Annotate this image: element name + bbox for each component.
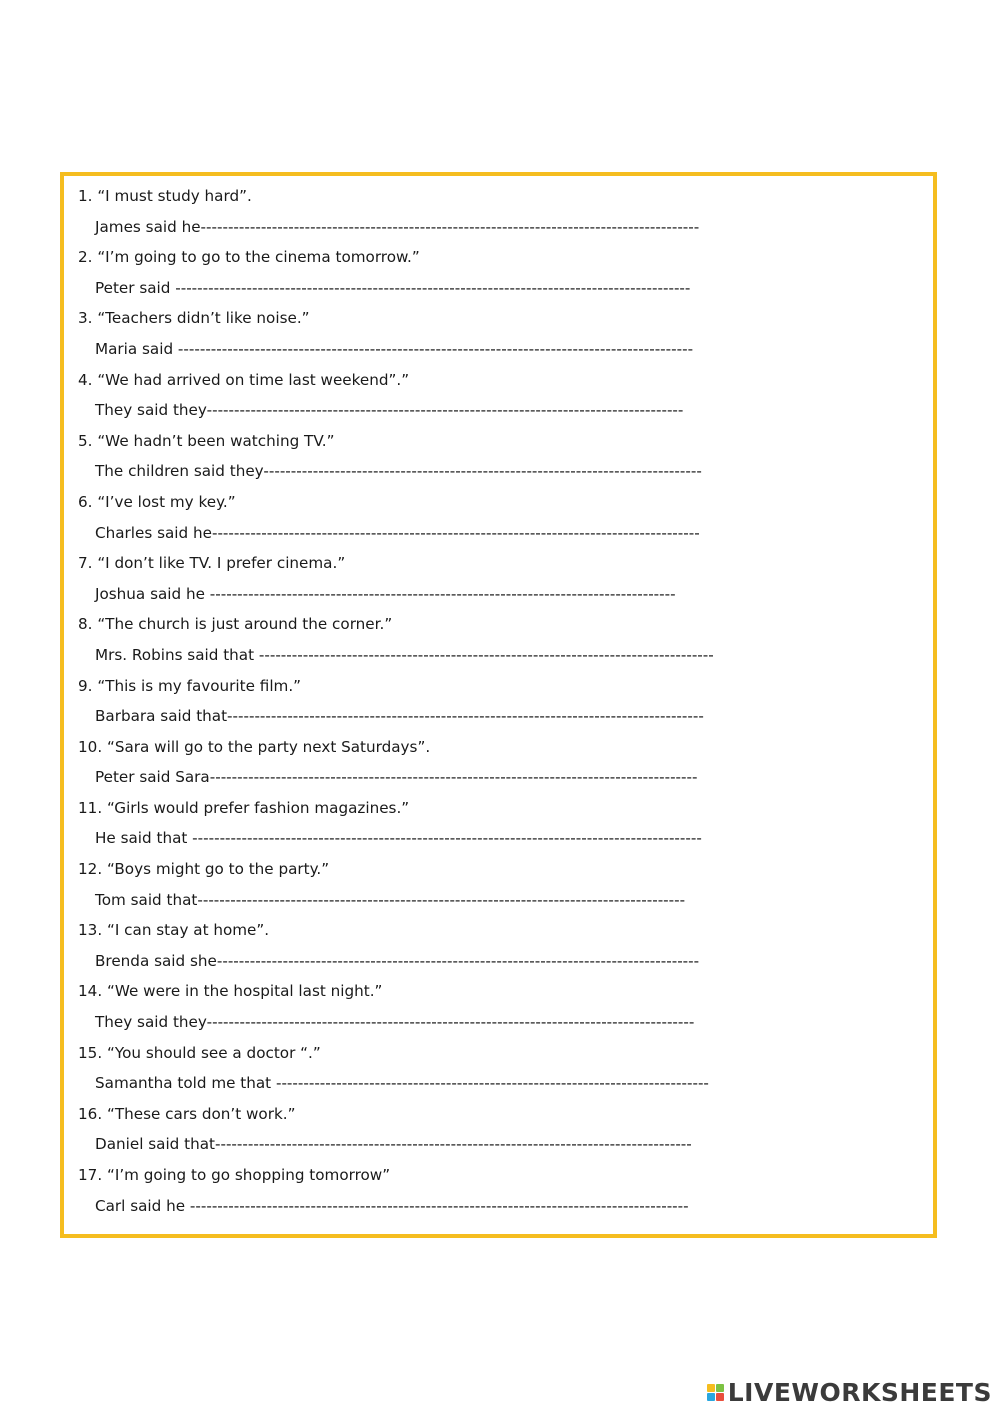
exercise-item: [78, 426, 923, 487]
exercise-item: [78, 976, 923, 1037]
direct-speech-prompt: 8. “The church is just around the corner.”: [78, 615, 393, 634]
exercise-item: [78, 242, 923, 303]
reported-speech-answer-line[interactable]: Barbara said that---------------------------------------------------------------------------------------: [95, 707, 704, 726]
exercise-item: [78, 1099, 923, 1160]
liveworksheets-logo-icon: [707, 1384, 724, 1401]
exercise-item: [78, 303, 923, 364]
reported-speech-answer-line[interactable]: James said he-------------------------------------------------------------------------------------------: [95, 217, 700, 236]
exercise-item: [78, 487, 923, 548]
reported-speech-answer-line[interactable]: They said they-----------------------------------------------------------------------------------------: [95, 1013, 695, 1032]
direct-speech-prompt: 11. “Girls would prefer fashion magazines.”: [78, 798, 410, 817]
exercise-item: [78, 793, 923, 854]
direct-speech-prompt: 15. “You should see a doctor “.”: [78, 1043, 321, 1062]
reported-speech-answer-line[interactable]: Peter said ----------------------------------------------------------------------------------------------: [95, 278, 691, 297]
exercise-list: [78, 181, 923, 1221]
direct-speech-prompt: 4. “We had arrived on time last weekend”.”: [78, 370, 410, 389]
exercise-item: [78, 671, 923, 732]
direct-speech-prompt: 9. “This is my favourite film.”: [78, 676, 302, 695]
exercise-item: [78, 1038, 923, 1099]
exercise-item: [78, 609, 923, 670]
reported-speech-answer-line[interactable]: The children said they--------------------------------------------------------------------------------: [95, 462, 702, 481]
reported-speech-answer-line[interactable]: Mrs. Robins said that -----------------------------------------------------------------------------------: [95, 645, 714, 664]
reported-speech-answer-line[interactable]: Brenda said she----------------------------------------------------------------------------------------: [95, 951, 700, 970]
reported-speech-answer-line[interactable]: Daniel said that---------------------------------------------------------------------------------------: [95, 1135, 692, 1154]
reported-speech-answer-line[interactable]: Charles said he-----------------------------------------------------------------------------------------: [95, 523, 700, 542]
direct-speech-prompt: 12. “Boys might go to the party.”: [78, 860, 330, 879]
direct-speech-prompt: 3. “Teachers didn’t like noise.”: [78, 309, 310, 328]
brand-wordmark: LIVEWORKSHEETS: [727, 1377, 992, 1407]
direct-speech-prompt: 7. “I don’t like TV. I prefer cinema.”: [78, 554, 346, 573]
exercise-item: [78, 365, 923, 426]
direct-speech-prompt: 10. “Sara will go to the party next Saturdays”.: [78, 737, 431, 756]
exercise-item: [78, 854, 923, 915]
exercise-item: [78, 1160, 923, 1221]
direct-speech-prompt: 1. “I must study hard”.: [78, 187, 252, 205]
direct-speech-prompt: 17. “I’m going to go shopping tomorrow”: [78, 1166, 391, 1184]
reported-speech-answer-line[interactable]: Tom said that-----------------------------------------------------------------------------------------: [95, 890, 686, 909]
direct-speech-prompt: 14. “We were in the hospital last night.”: [78, 982, 383, 1001]
direct-speech-prompt: 5. “We hadn’t been watching TV.”: [78, 431, 335, 450]
reported-speech-answer-line[interactable]: Maria said ----------------------------------------------------------------------------------------------: [95, 339, 694, 358]
direct-speech-prompt: 13. “I can stay at home”.: [78, 921, 270, 940]
exercise-item: [78, 732, 923, 793]
worksheet-frame: [60, 172, 937, 1238]
direct-speech-prompt: 2. “I’m going to go to the cinema tomorrow.”: [78, 248, 420, 267]
reported-speech-answer-line[interactable]: Peter said Sara-----------------------------------------------------------------------------------------: [95, 768, 698, 787]
exercise-item: [78, 181, 923, 242]
exercise-item: [78, 548, 923, 609]
reported-speech-answer-line[interactable]: He said that ---------------------------------------------------------------------------------------------: [95, 829, 702, 848]
reported-speech-answer-line[interactable]: Samantha told me that -------------------------------------------------------------------------------: [95, 1074, 709, 1093]
reported-speech-answer-line[interactable]: They said they---------------------------------------------------------------------------------------: [95, 401, 684, 420]
direct-speech-prompt: 6. “I’ve lost my key.”: [78, 492, 236, 511]
reported-speech-answer-line[interactable]: Carl said he -------------------------------------------------------------------------------------------: [95, 1196, 689, 1215]
direct-speech-prompt: 16. “These cars don’t work.”: [78, 1104, 296, 1123]
exercise-item: [78, 915, 923, 976]
liveworksheets-brand[interactable]: [707, 1377, 992, 1407]
reported-speech-answer-line[interactable]: Joshua said he -------------------------------------------------------------------------------------: [95, 584, 676, 603]
